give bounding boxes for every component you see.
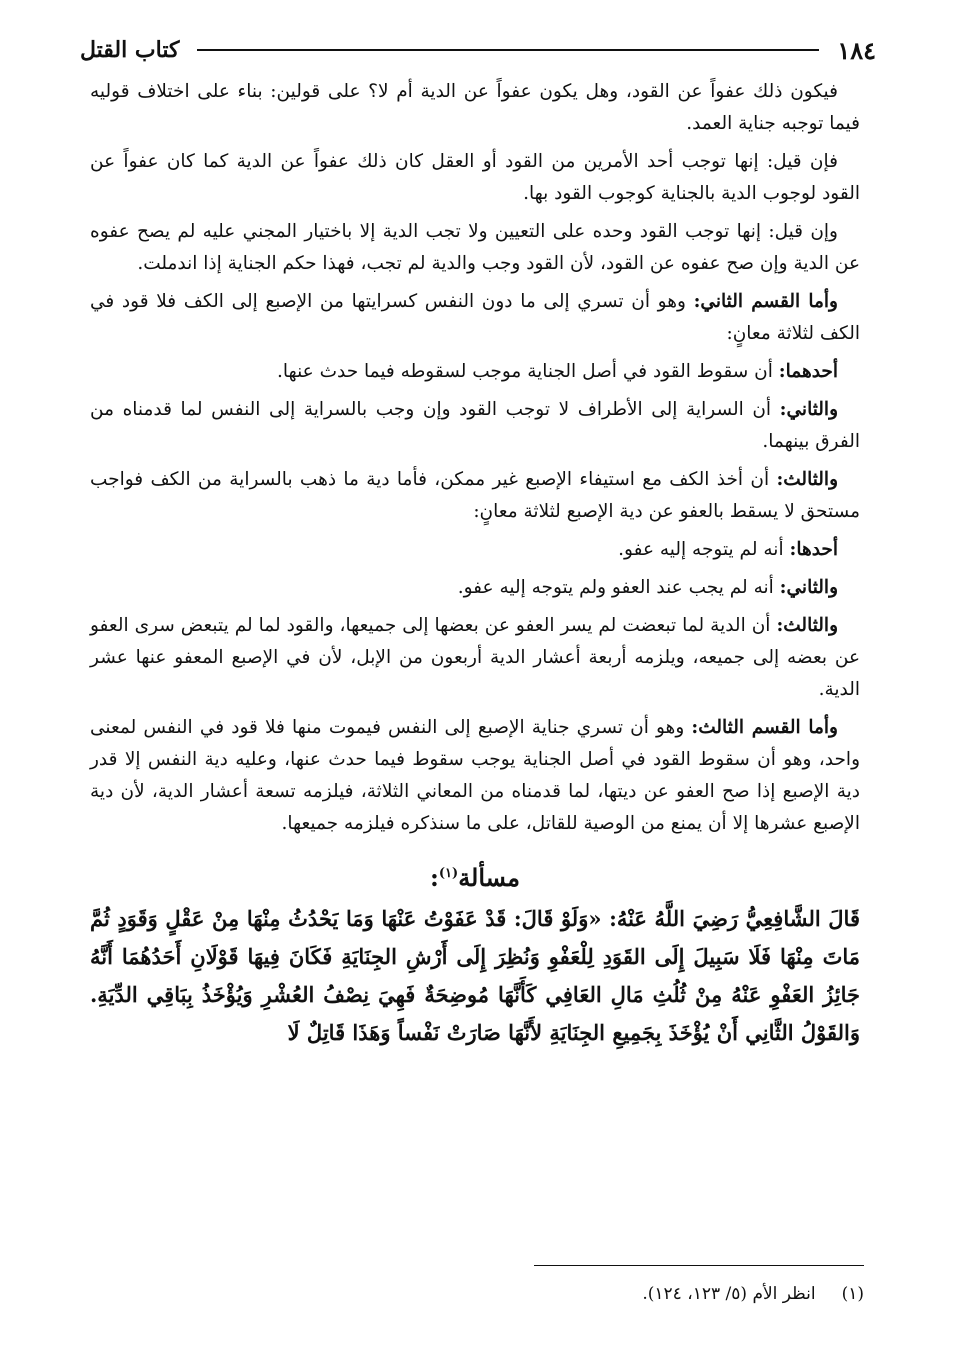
section-title-text: مسألة xyxy=(458,863,520,892)
paragraph-lead: أحدها: xyxy=(789,539,838,560)
paragraph-text: فيكون ذلك عفواً عن القود، وهل يكون عفواً عن الدية أم لا؟ على قولين: بناء على اختلاف قوليه فيما توجبه جناية العمد. xyxy=(90,81,860,134)
paragraph xyxy=(90,712,860,840)
paragraph-text: وهو أن تسري جناية الإصبع إلى النفس فيموت منها فلا قود في النفس لمعنى واحد، وهو أن سقوط القود في أصل الجناية يوجب سقوط فيما حدث عنها، وعليه دية النفس إلا قدر دية الإصبع إذا صح العفو عن ديتها، لما قدمناه من المعاني الثلاثة، فيلزمه تسعة أعشار الدية، لأن دية الإصبع عشرها إلا أن يمنع من الوصية للقاتل، على ما سنذكره فيلزمه جميعها. xyxy=(90,717,860,834)
paragraph xyxy=(90,76,860,140)
paragraph xyxy=(90,572,860,604)
footnote-number: (١) xyxy=(841,1284,864,1304)
paragraph-text: فإن قيل: إنها توجب أحد الأمرين من القود أو العقل كان ذلك عفواً عن الدية كما كان عفواً عن القود لوجوب الدية بالجناية كوجوب القود بها. xyxy=(90,151,860,204)
paragraph-lead: والثالث: xyxy=(776,469,838,490)
page-header xyxy=(80,30,876,70)
quoted-text: قَالَ الشَّافِعِيُّ رَضِيَ اللَّهُ عَنْهُ: «وَلَوْ قَالَ: قَدْ عَفَوْتُ عَنْهَا وَمَا يَحْدُثُ مِنْهَا مِنْ عَقْلٍ وَقَوَدٍ ثُمَّ مَاتَ مِنْهَا فَلَا سَبِيلَ إِلَى القَوَدِ لِلْعَفْوِ وَنُظِرَ إِلَى أَرْشِ الجِنَايَةِ فَكَانَ فِيهَا قَوْلَانِ أَحَدُهُمَا أَنَّهُ جَائِزُ العَفْوِ عَنْهُ مِنْ ثُلُثِ مَالِ العَافِي كَأَنَّهَا مُوضِحَةٌ فَهِيَ نِصْفُ العُشْرِ وَيُؤْخَذُ بِبَاقِي الدِّيَةِ. وَالقَوْلُ الثَّانِي أَنْ يُؤْخَذَ بِجَمِيعِ الجِنَايَةِ لأَنَّهَا صَارَتْ نَفْساً وَهَذَا قَاتِلٌ لَا xyxy=(90,906,860,1045)
section-title xyxy=(90,858,860,894)
paragraph-text: أنه لم يجب عند العفو ولم يتوجه إليه عفو. xyxy=(457,577,780,598)
paragraph-text: أن الدية لما تبعضت لم يسر العفو عن بعضها إلى جميعها، والقود لما لم يتبعض سرى العفو عن بعضه إلى جميعه، ويلزمه أربعة أعشار الدية أربعون من الإبل، لأن في الإصبع المعفو عنها عشر الدية. xyxy=(90,615,860,700)
book-title: كتاب القتل xyxy=(80,37,180,63)
paragraph xyxy=(90,286,860,350)
paragraph xyxy=(90,464,860,528)
section-title-colon: : xyxy=(430,863,439,892)
footnote-ref: (١) xyxy=(438,866,459,881)
paragraph xyxy=(90,216,860,280)
paragraph-text: وإن قيل: إنها توجب القود وحده على التعيين ولا تجب الدية إلا باختيار المجني عليه لم يصح عفوه عن الدية وإن صح عفوه عن القود، لأن القود وجب والدية لم تجب، فهذا حكم الجناية إذا اندملت. xyxy=(90,221,860,274)
footnote-rule xyxy=(534,1265,864,1266)
footnote xyxy=(90,1280,864,1308)
paragraph xyxy=(90,394,860,458)
paragraph-lead: وأما القسم الثاني: xyxy=(693,291,838,312)
paragraph-lead: والثاني: xyxy=(779,399,838,420)
footnote-text: انظر الأم (٥/ ١٢٣، ١٢٤). xyxy=(642,1284,816,1304)
paragraph-lead: أحدهما: xyxy=(778,361,838,382)
body-text xyxy=(90,76,860,1058)
header-rule xyxy=(197,49,819,51)
paragraph-lead: والثالث: xyxy=(776,615,838,636)
paragraph xyxy=(90,610,860,706)
paragraph-text: وهو أن تسري إلى ما دون النفس كسرايتها من الإصبع إلى الكف فلا قود في الكف لثلاثة معانٍ: xyxy=(90,291,860,344)
paragraph xyxy=(90,534,860,566)
paragraph xyxy=(90,356,860,388)
paragraph-text: أن سقوط القود في أصل الجناية موجب لسقوطه فيما حدث عنها. xyxy=(277,361,779,382)
paragraph-lead: وأما القسم الثالث: xyxy=(691,717,838,738)
paragraph-text: أنه لم يتوجه إليه عفو. xyxy=(618,539,790,560)
paragraph-lead: والثاني: xyxy=(779,577,838,598)
paragraph-text: أن السراية إلى الأطراف لا توجب القود وإن وجب بالسراية إلى النفس لما قدمناه من الفرق بينهما. xyxy=(90,399,860,452)
paragraph-text: أن أخذ الكف مع استيفاء الإصبع غير ممكن، فأما دية ما ذهب بالسراية من الكف فواجب مستحق لا يسقط بالعفو عن دية الإصبع لثلاثة معانٍ: xyxy=(90,469,860,522)
page-number: ١٨٤ xyxy=(837,35,876,65)
paragraph xyxy=(90,146,860,210)
